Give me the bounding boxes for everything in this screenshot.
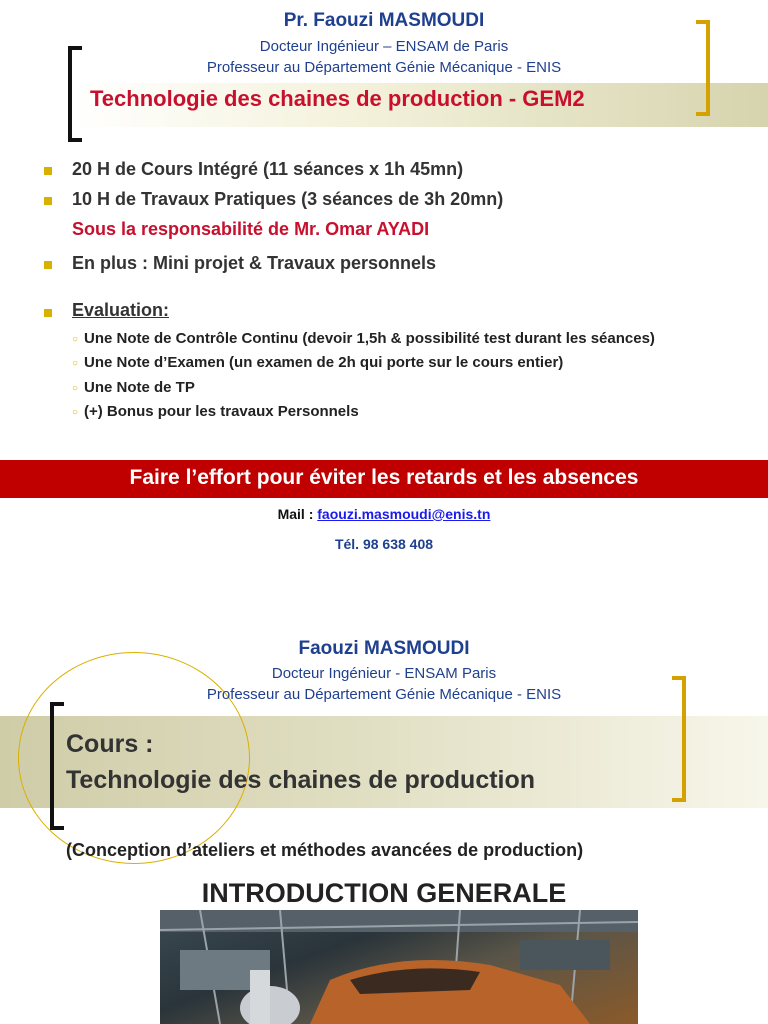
responsable-line: Sous la responsabilité de Mr. Omar AYADI	[72, 219, 430, 239]
sub-bullet-icon: ○	[72, 383, 79, 394]
evaluation-item: Une Note de TP	[84, 379, 195, 396]
sub-bullet-icon: ○	[72, 358, 79, 369]
mail-link[interactable]: faouzi.masmoudi@enis.tn	[317, 506, 491, 522]
bullet-cours: 20 H de Cours Intégré (11 séances x 1h 45mn)	[72, 159, 464, 179]
author-name: Faouzi MASMOUDI	[298, 638, 470, 659]
author-degree: Docteur Ingénieur - ENSAM Paris	[271, 665, 497, 682]
left-bracket	[50, 702, 64, 830]
mail-line	[0, 506, 768, 522]
factory-photo	[160, 910, 638, 1024]
factory-photo-image	[160, 910, 638, 1024]
telephone: Tél. 98 638 408	[334, 536, 434, 552]
course-subtitle: (Conception d’ateliers et méthodes avancées de production)	[66, 840, 584, 860]
mail-label: Mail :	[277, 506, 314, 522]
bullet-tp: 10 H de Travaux Pratiques (3 séances de 3h 20mn)	[72, 189, 504, 209]
course-title: Technologie des chaines de production	[66, 766, 536, 794]
cours-label: Cours :	[66, 730, 154, 758]
bullet-mini-projet: En plus : Mini projet & Travaux personnels	[72, 253, 437, 273]
bullet-icon	[44, 309, 52, 317]
author-position: Professeur au Département Génie Mécanique - ENIS	[206, 59, 562, 76]
bullet-icon	[44, 197, 52, 205]
evaluation-item: (+) Bonus pour les travaux Personnels	[84, 403, 359, 420]
author-degree: Docteur Ingénieur – ENSAM de Paris	[259, 38, 509, 55]
course-title: Technologie des chaines de production - GEM2	[90, 86, 585, 111]
bullet-icon	[44, 261, 52, 269]
evaluation-item: Une Note de Contrôle Continu (devoir 1,5h & possibilité test durant les séances)	[84, 330, 655, 347]
author-position: Professeur au Département Génie Mécanique - ENIS	[206, 686, 562, 703]
evaluation-title: Evaluation:	[72, 300, 170, 320]
bullet-icon	[44, 167, 52, 175]
section-heading: INTRODUCTION GENERALE	[201, 878, 567, 908]
sub-bullet-icon: ○	[72, 334, 79, 345]
sub-bullet-icon: ○	[72, 407, 79, 418]
warning-banner-text: Faire l’effort pour éviter les retards et les absences	[129, 466, 639, 489]
evaluation-item: Une Note d’Examen (un examen de 2h qui porte sur le cours entier)	[84, 354, 564, 371]
author-name: Pr. Faouzi MASMOUDI	[283, 10, 485, 31]
